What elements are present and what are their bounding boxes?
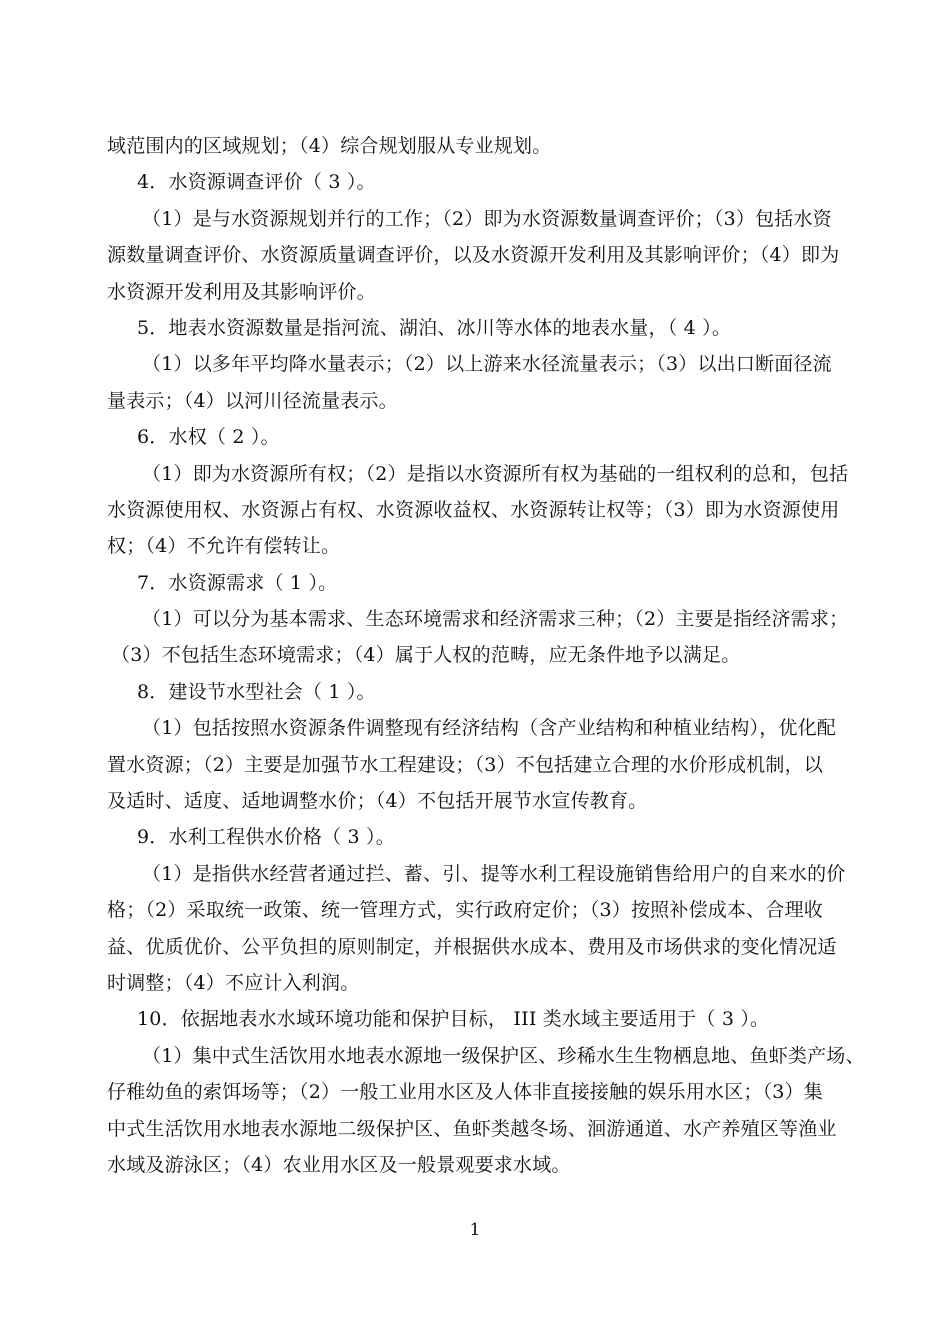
text-line: 益、优质优价、公平负担的原则制定，并根据供水成本、费用及市场供求的变化情况适 bbox=[107, 935, 837, 958]
text-line: 中式生活饮用水地表水源地二级保护区、鱼虾类越冬场、洄游通道、水产养殖区等渔业 bbox=[107, 1117, 837, 1140]
question-7: 7．水资源需求（ 1 ）。 bbox=[137, 571, 338, 594]
question-9: 9．水利工程供水价格（ 3 ）。 bbox=[137, 826, 395, 849]
text-line: 置水资源；（2）主要是加强节水工程建设；（3）不包括建立合理的水价形成机制，以 bbox=[107, 753, 823, 776]
text-line: 及适时、适度、适地调整水价；（4）不包括开展节水宣传教育。 bbox=[107, 790, 648, 813]
text-line: 量表示；（4）以河川径流量表示。 bbox=[107, 389, 398, 412]
text-line: （3）不包括生态环境需求；（4）属于人权的范畴，应无条件地予以满足。 bbox=[111, 644, 741, 667]
options-line: （1）可以分为基本需求、生态环境需求和经济需求三种；（2）主要是指经济需求； bbox=[142, 608, 849, 631]
text-line: 域范围内的区域规划；（4）综合规划服从专业规划。 bbox=[107, 135, 552, 157]
question-10: 10．依据地表水水域环境功能和保护目标， III 类水域主要适用于（ 3 ）。 bbox=[137, 1008, 770, 1031]
question-5: 5．地表水资源数量是指河流、湖泊、冰川等水体的地表水量，（ 4 ）。 bbox=[137, 316, 732, 339]
options-line: （1）即为水资源所有权；（2）是指以水资源所有权为基础的一组权利的总和，包括 bbox=[142, 462, 849, 485]
document-body bbox=[107, 128, 865, 1183]
question-6: 6．水权（ 2 ）。 bbox=[137, 426, 280, 449]
options-line: （1）以多年平均降水量表示；（2）以上游来水径流量表示；（3）以出口断面径流 bbox=[142, 353, 832, 376]
text-line: 源数量调查评价、水资源质量调查评价，以及水资源开发利用及其影响评价；（4）即为 bbox=[107, 244, 840, 267]
question-8: 8．建设节水型社会（ 1 ）。 bbox=[137, 680, 376, 703]
options-line: （1）集中式生活饮用水地表水源地一级保护区、珍稀水生生物栖息地、鱼虾类产场、 bbox=[142, 1044, 865, 1067]
text-line: 水域及游泳区；（4）农业用水区及一般景观要求水域。 bbox=[107, 1153, 571, 1176]
page-number: 1 bbox=[469, 1220, 481, 1240]
text-line: 水资源开发利用及其影响评价。 bbox=[107, 280, 376, 303]
question-4: 4．水资源调查评价（ 3 ）。 bbox=[137, 171, 376, 194]
text-line: 权；（4）不允许有偿转让。 bbox=[107, 535, 341, 558]
options-line: （1）是指供水经营者通过拦、蓄、引、提等水利工程设施销售给用户的自来水的价 bbox=[142, 862, 846, 885]
text-line: 水资源使用权、水资源占有权、水资源收益权、水资源转让权等；（3）即为水资源使用 bbox=[107, 498, 840, 521]
text-line: 格；（2）采取统一政策、统一管理方式，实行政府定价；（3）按照补偿成本、合理收 bbox=[107, 899, 823, 922]
options-line: （1）是与水资源规划并行的工作；（2）即为水资源数量调查评价；（3）包括水资 bbox=[142, 207, 832, 230]
text-line: 仔稚幼鱼的索饵场等；（2）一般工业用水区及人体非直接接触的娱乐用水区；（3）集 bbox=[107, 1081, 823, 1104]
options-line: （1）包括按照水资源条件调整现有经济结构（含产业结构和种植业结构），优化配 bbox=[142, 717, 836, 740]
text-line: 时调整；（4）不应计入利润。 bbox=[107, 971, 360, 994]
